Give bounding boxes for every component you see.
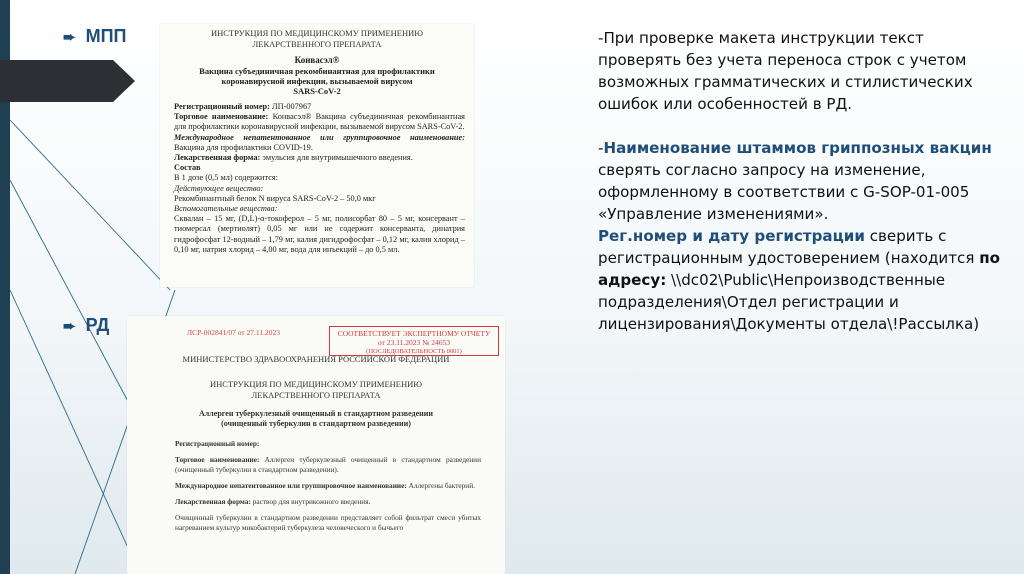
doc-paragraph: Торговое наименование: Аллерген туберкулезный очищенный в стандартном разведении (очищенный туберкулин в стандартном разведении). <box>175 455 481 474</box>
expert-report-stamp: СООТВЕТСТВУЕТ ЭКСПЕРТНОМУ ОТЧЕТУ от 23.11.2023 № 24653 (ПОСЛЕДОВАТЕЛЬНОСТЬ 0001) <box>329 326 499 356</box>
doc-paragraph: Состав <box>174 163 201 173</box>
doc-subtitle: коронавирусной инфекции, вызываемой вирусом <box>221 76 413 86</box>
arrow-bullet-icon: ➨ <box>63 317 76 335</box>
bullet-rd <box>63 315 109 336</box>
bullet-mpp <box>63 26 126 47</box>
title-banner <box>0 60 135 102</box>
instructions-text <box>598 27 1008 335</box>
doc-image-rd <box>127 316 505 574</box>
instruction-paragraph-3: Рег.номер и дату регистрации сверить с регистрационным удостоверением (находится по адресу: \\dc02\Public\Непроизводственные подразделения\Отдел регистрации и лицензирования\Документы отдела\!Рассылка) <box>598 227 1001 333</box>
doc-subtitle: SARS-CoV-2 <box>293 86 341 96</box>
doc-paragraph: Торговое наименование: Конвасэл® Вакцина субъединичная рекомбинантная для профилактики коронавирусной инфекции, вызываемой вирусом SARS-CoV-2. <box>174 112 465 132</box>
doc-title: (очищенный туберкулин в стандартном разведении) <box>221 419 411 428</box>
instruction-paragraph-2: -Наименование штаммов гриппозных вакцин сверять согласно запросу на изменение, оформленному в соответствии с G-SOP-01-005 «Управление изменениями». <box>598 139 992 223</box>
doc-header: ИНСТРУКЦИЯ ПО МЕДИЦИНСКОМУ ПРИМЕНЕНИЮ <box>210 379 422 389</box>
doc-ministry: МИНИСТЕРСТВО ЗДРАВООХРАНЕНИЯ РОССИЙСКОЙ ФЕДЕРАЦИИ <box>182 354 450 364</box>
doc-paragraph: Регистрационный номер: ЛП-007967 <box>174 102 312 111</box>
arrow-bullet-icon: ➨ <box>63 28 76 46</box>
doc-header: ИНСТРУКЦИЯ ПО МЕДИЦИНСКОМУ ПРИМЕНЕНИЮ <box>211 28 423 38</box>
doc-paragraph: Международное непатентованное или группировочное наименование: Аллергены бактерий. <box>175 481 475 490</box>
doc-paragraph: Действующее вещество: <box>174 183 264 193</box>
doc-paragraph: Сквалан – 15 мг, (D,L)-α-токоферол – 5 мг, полисорбат 80 – 5 мг, консервант – тиомерсал (мертиолят) 0,05 мг или не содержит консерванта, динатрия гидрофосфат 12-водный – 1,79 мг, калия дигидрофосфат – 0,12 мг, калия хлорид – 0,10 мг, натрия хлорид – 4,00 мг, вода для инъекций – до 0,5 мл. <box>174 214 465 254</box>
doc-paragraph: Регистрационный номер: <box>175 439 260 448</box>
bullet-label: РД <box>85 315 110 335</box>
doc-paragraph: Рекомбинантный белок N вируса SARS-CoV-2 – 50,0 мкг <box>174 193 376 203</box>
doc-paragraph: Вспомогательные вещества: <box>174 204 278 214</box>
doc-title: Аллерген туберкулезный очищенный в стандартном разведении <box>199 409 433 418</box>
doc-paragraph: Международное непатентованное или группировочное наименование: Вакцина для профилактики COVID-19. <box>174 132 465 152</box>
doc-paragraph: Очищенный туберкулин в стандартном разведении представляет собой фильтрат смеси убитых нагреванием культур микобактерий туберкулеза человеческого и бычьего <box>175 513 481 532</box>
doc-paragraph: Лекарственная форма: эмульсия для внутримышечного введения. <box>174 153 413 163</box>
doc-subtitle: Вакцина субъединичная рекомбинантная для профилактики <box>199 66 435 76</box>
doc-title: Конвасэл® <box>294 55 340 65</box>
registration-stamp: ЛСР-002841/07 от 27.11.2023 <box>187 328 280 337</box>
doc-image-mpp <box>160 24 474 287</box>
doc-header: ЛЕКАРСТВЕННОГО ПРЕПАРАТА <box>251 390 381 400</box>
doc-paragraph: В 1 дозе (0,5 мл) содержится: <box>174 173 279 183</box>
bullet-label: МПП <box>85 26 127 46</box>
instruction-paragraph-1: -При проверке макета инструкции текст проверять без учета переноса строк с учетом возможных грамматических и стилистических ошибок или особенностей в РД. <box>598 29 973 113</box>
doc-header: ЛЕКАРСТВЕННОГО ПРЕПАРАТА <box>252 39 382 49</box>
doc-paragraph: Лекарственная форма: раствор для внутрикожного введения. <box>175 497 371 506</box>
